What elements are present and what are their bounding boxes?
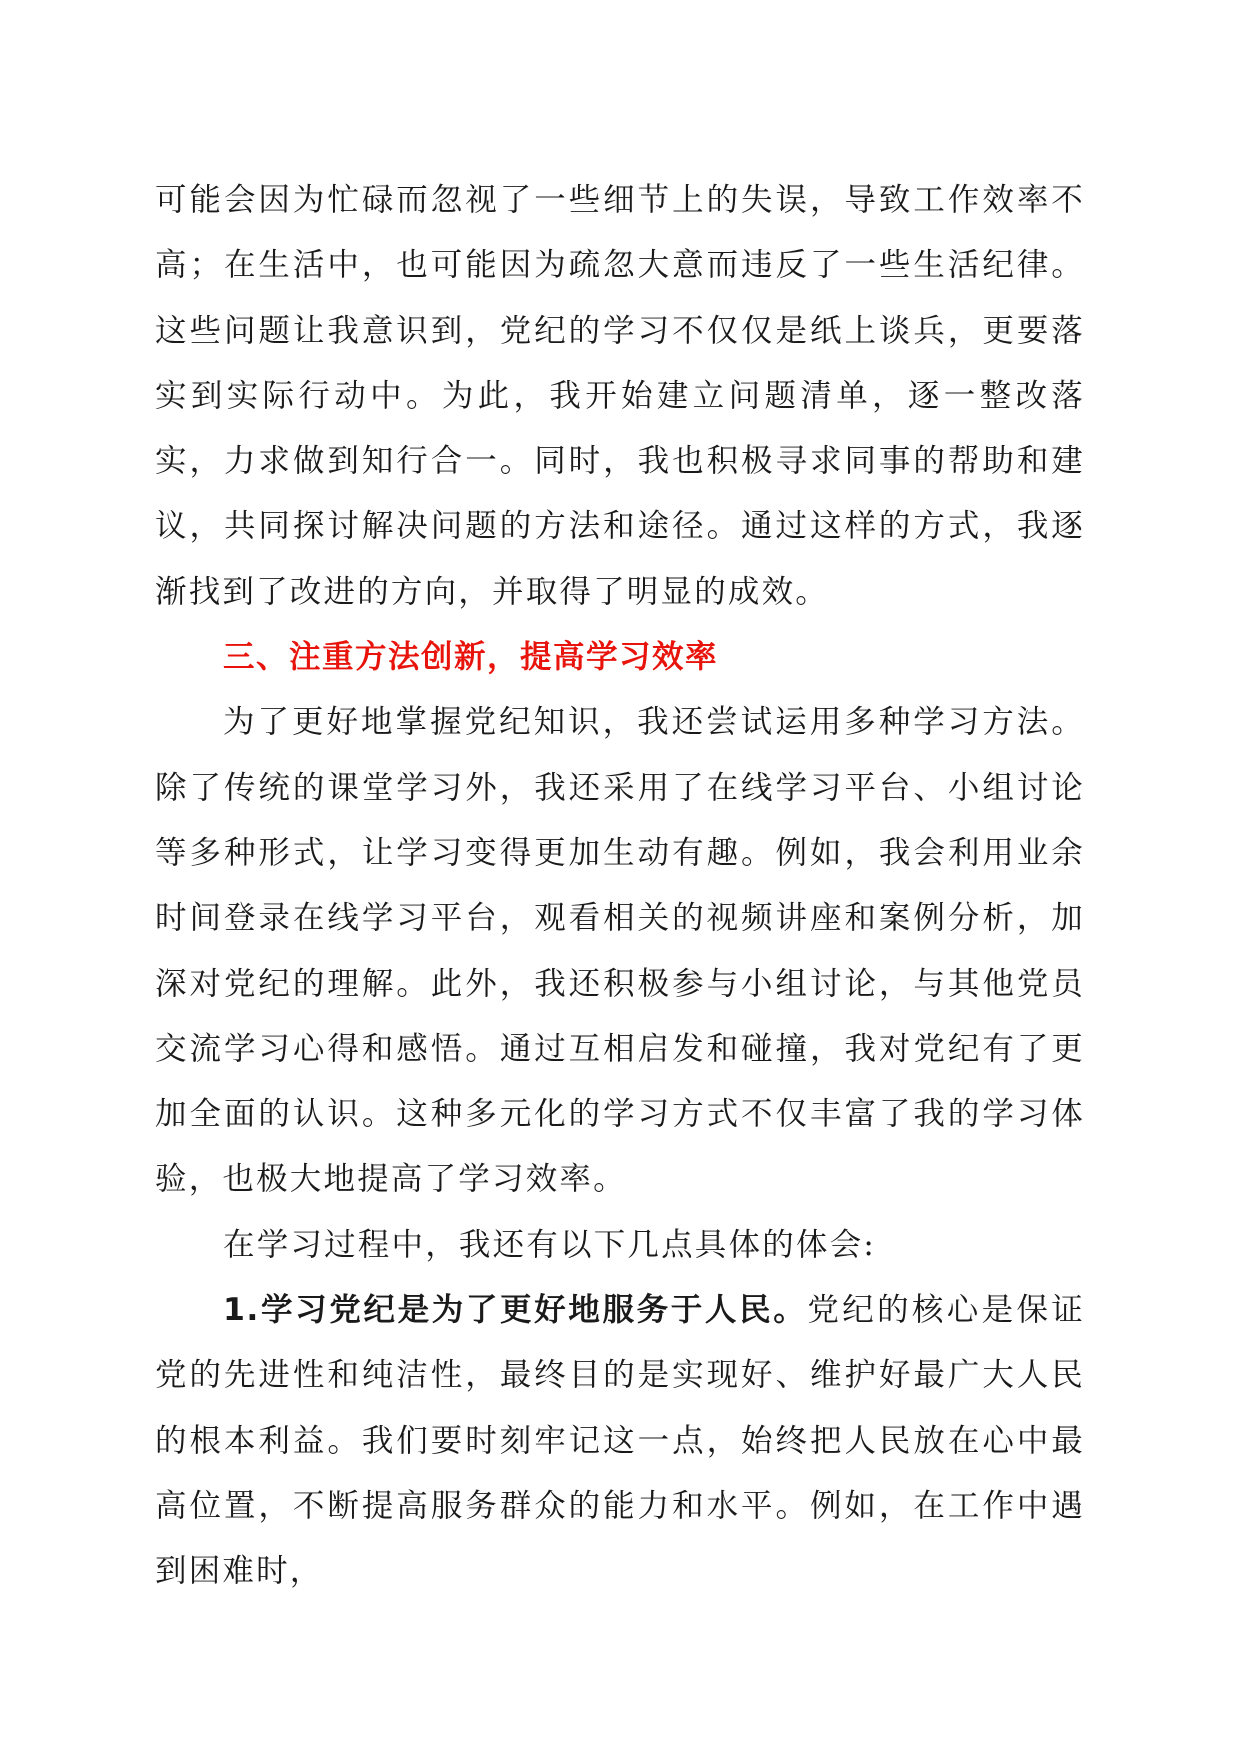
point-1-body: 党纪的核心是保证党的先进性和纯洁性，最终目的是实现好、维护好最广大人民的根本利益。我们要时刻牢记这一点，始终把人民放在心中最高位置，不断提高服务群众的能力和水平。例如，在工作中遇到困难时， xyxy=(155,1292,1085,1590)
section-heading-3: 三、注重方法创新，提高学习效率 xyxy=(223,639,719,676)
paragraph-intro-points: 在学习过程中，我还有以下几点具体的体会: xyxy=(223,1226,877,1263)
paragraph-methods: 为了更好地掌握党纪知识，我还尝试运用多种学习方法。除了传统的课堂学习外，我还采用了在线学习平台、小组讨论等多种形式，让学习变得更加生动有趣。例如，我会利用业余时间登录在线学习平台，观看相关的视频讲座和案例分析，加深对党纪的理解。此外，我还积极参与小组讨论，与其他党员交流学习心得和感悟。通过互相启发和碰撞，我对党纪有了更加全面的认识。这种多元化的学习方式不仅丰富了我的学习体验，也极大地提高了学习效率。 xyxy=(155,704,1085,1198)
document-body xyxy=(155,168,1085,1605)
point-1 xyxy=(155,1278,1085,1604)
paragraph-continued: 可能会因为忙碌而忽视了一些细节上的失误，导致工作效率不高；在生活中，也可能因为疏忽大意而违反了一些生活纪律。这些问题让我意识到，党纪的学习不仅仅是纸上谈兵，更要落实到实际行动中。为此，我开始建立问题清单，逐一整改落实，力求做到知行合一。同时，我也积极寻求同事的帮助和建议，共同探讨解决问题的方法和途径。通过这样的方式，我逐渐找到了改进的方向，并取得了明显的成效。 xyxy=(155,182,1085,610)
point-1-lead: 1.学习党纪是为了更好地服务于人民。 xyxy=(223,1292,808,1329)
